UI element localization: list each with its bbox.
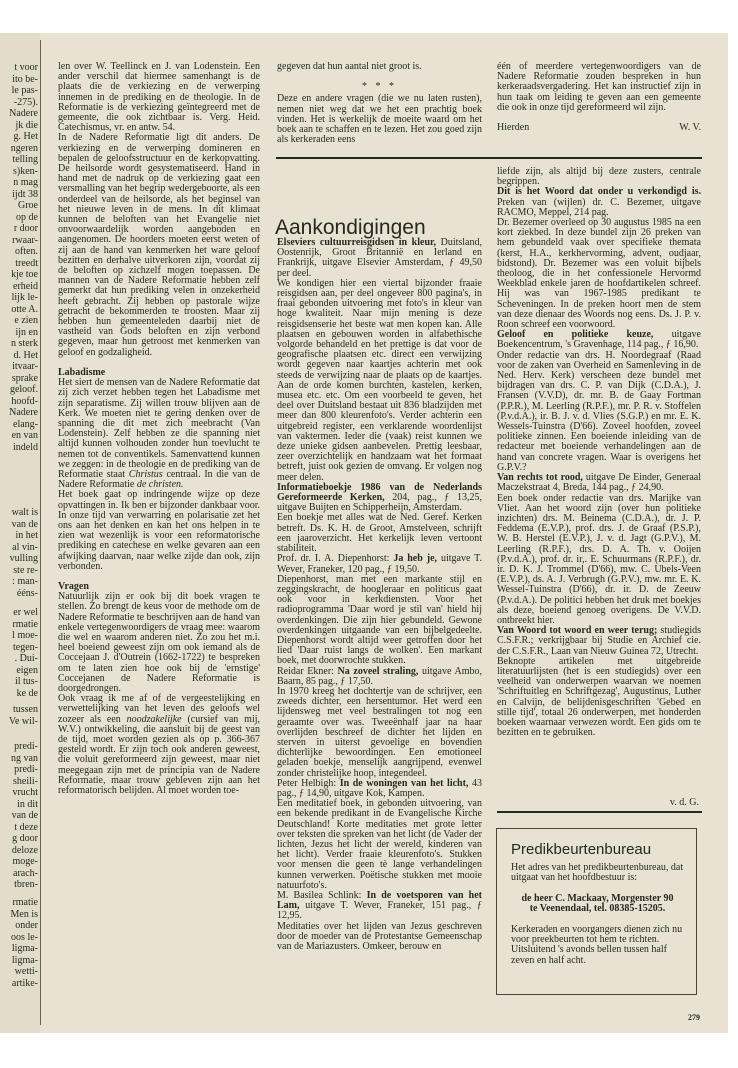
fragment-line: le pas-: [11, 85, 38, 96]
paragraph: [58, 133, 260, 357]
italic-text: de christen.: [136, 479, 184, 491]
text-run: Een meditatief boek, in gebonden uitvoering, van een bekende predikant in de Evangelische Kirche Deutschland! Korte meditaties met grote letter over teksten die spreken van het licht (de Vader der lichten, Jezus het licht der wereld, kinderen van het licht). Verder fraaie kleurenfoto's. Stukken voor mensen die geen tè lange verhandelingen kunnen verwerken. Poëtische stukken met mooie natuurfoto's.: [277, 798, 483, 891]
fragment-line: e zien: [14, 315, 38, 326]
fragment-line: al vin-: [12, 541, 38, 553]
paragraph: [277, 513, 482, 554]
paragraph: [277, 238, 482, 279]
fragment-line: tussen: [13, 704, 38, 715]
fragment-line: treedt: [15, 257, 38, 269]
text-run: Een boekje met alles wat de Ned. Geref. Kerken betreft. Ds. K. H. de Groot, Amstelveen, schrijft een jaaroverzicht. Het kerkelijk leven vertoont stabiliteit.: [277, 512, 482, 555]
fragment-line: geloof.: [9, 384, 38, 395]
box-divider: [497, 811, 702, 813]
left-page-fragments: [0, 897, 38, 989]
fragment-line: ijn en: [15, 326, 38, 338]
text-run: liefde zijn, als altijd bij deze zusters, centrale begrippen.: [497, 166, 701, 188]
paragraph: [58, 378, 260, 490]
page-number: 279: [688, 1013, 700, 1022]
fragment-line: ste re-: [13, 564, 38, 576]
paragraph: [497, 473, 701, 493]
fragment-line: g door: [12, 833, 38, 844]
article-place: Hierden: [497, 122, 530, 134]
fragment-line: erheid: [13, 280, 38, 292]
text-run: Reidar Ekner:: [277, 665, 338, 677]
book-title: Van rechts tot rood,: [497, 472, 583, 484]
paragraph: [277, 922, 482, 953]
paragraph: [277, 94, 482, 145]
text-run: Het boek gaat op indringende wijze op deze opvattingen in. Ik ben er bijzonder dankbaar voor. In onze tijd van verwarring en polarisatie zet het ons aan het denken en kan het ons helpen in te zien wat wezenlijk is voor een reformatorische prediking en catechese en welke gevaren aan een afwijking daarvan, naar welke zijde dan ook, zijn verbonden.: [58, 489, 260, 572]
fragment-line: sheili-: [13, 775, 38, 787]
fragment-line: artike-: [11, 977, 38, 989]
fragment-line: predi-: [14, 741, 38, 752]
paragraph: [497, 187, 701, 218]
text-run: centraal. In die van de Nadere Reformatie: [58, 468, 260, 491]
fragment-line: van de: [11, 810, 38, 821]
fragment-line: s)ken-: [13, 165, 38, 177]
fragment-line: onder: [15, 920, 38, 931]
fragment-line: rwaar-: [12, 234, 38, 246]
paragraph: [497, 218, 701, 330]
fragment-line: predi-: [14, 764, 38, 775]
fragment-line: ngeren: [10, 142, 38, 154]
section-divider: [276, 157, 702, 159]
section-break: * * *: [362, 81, 397, 93]
fragment-line: van de: [11, 518, 38, 530]
text-run: Een boek onder redactie van drs. Marijke van Vliet. Aan het woord zijn (over hun politieke inzichten) drs. M. Beinema (C.D.A.), dr. J. P. Feddema (E.V.P.), prof. drs. J. de Graaf (P.S.P.), W. B. Herstel (E.V.P.), J. v. d. Jagt (G.P.V.), M. Leerling (R.P.F.), drs. D. A. Th. v. Ooijen (P.v.d.A.), prof. dr. ir,. E. Schuurmans (R.P.F.), dr. ir. D. K. J. Trommel (D'66), mw. C. Ubels-Veen (E.V.P.), ds. A. J. Verbrugh (G.P.V.), mw. mr. E. K. Wessel-Tuinstra (D'66), dr. ir. D. de Zeeuw (P.v.d.A.). De politici hebben het druk met boekjes als deze, boeiend genoeg overigens. De V.V.D. ontbreekt hier.: [497, 492, 701, 626]
paragraph: [277, 891, 482, 922]
fragment-line: moge-: [12, 856, 38, 867]
fragment-line: -275).: [13, 96, 38, 108]
fragment-line: often.: [14, 246, 38, 257]
fragment-line: Men is: [10, 908, 38, 920]
fragment-line: vulling: [9, 553, 38, 564]
fragment-line: ligma-: [11, 954, 38, 966]
fragment-line: arach-: [13, 867, 38, 879]
text-run: Beknopte artikelen met uitgebreide literatuurlijsten (het is een studiegids) over een veelheid van onderwerpen waarvan we noemen 'Schriftuitleg en Schriftgezag', Augustinus, Luther en Calvijn, de belijdenisgeschriften 'Gebed en stille tijd', totaal 26 onderwerpen, met honderden boeken waarnaar verwezen wordt. Een gids om te bezitten en te gebruiken.: [497, 655, 701, 739]
text-run: Prof. dr. I. A. Diepenhorst:: [277, 553, 394, 565]
fragment-line: rmatie: [12, 897, 38, 908]
fragment-line: ligma-: [11, 943, 38, 954]
book-title: Dit is het Woord dat onder u verkondigd is.: [497, 186, 701, 198]
fragment-line: itvaar-: [12, 361, 38, 372]
fragment-line: lijk le-: [11, 292, 38, 303]
fragment-line: . Dui-: [14, 653, 38, 664]
page-gutter-line: [40, 40, 41, 1025]
fragment-line: d. Het: [13, 349, 38, 361]
fragment-line: kje toe: [11, 269, 38, 280]
notice-title: Predikbeurtenbureau: [511, 841, 652, 858]
paragraph: [497, 351, 701, 473]
paragraph: [58, 62, 260, 133]
article-column-3-top: [277, 62, 482, 145]
paragraph: [497, 330, 701, 350]
paragraph: [277, 554, 482, 574]
fragment-line: Groe: [18, 200, 38, 211]
notice-address: [511, 894, 684, 915]
book-title: Elseviers cultuurreisgidsen in kleur,: [277, 237, 437, 248]
fragment-line: op de: [16, 211, 38, 223]
paragraph: [277, 483, 482, 514]
paragraph: [58, 490, 260, 572]
paragraph: [497, 657, 701, 739]
announcements-column-3: [277, 238, 482, 952]
article-column-4-top: [497, 62, 701, 133]
announcements-column-4: [497, 167, 701, 738]
fragment-line: wetti-: [14, 966, 38, 977]
paragraph: [497, 167, 701, 187]
fragment-line: indeld: [13, 441, 38, 453]
fragment-line: ito be-: [12, 73, 38, 85]
text-run: uitgave De Einder, Generaal Maczekstraat 4, Breda, 144 pag., ƒ 24,90.: [497, 472, 701, 494]
book-title: In de woningen van het licht,: [339, 777, 469, 789]
fragment-line: Nadere: [9, 407, 38, 418]
notice-address-line: de heer C. Mackaay, Morgenster 90: [521, 892, 674, 904]
fragment-line: telling: [12, 154, 38, 165]
italic-text: noodzakelijke: [126, 713, 182, 725]
fragment-line: sprake: [11, 372, 38, 384]
notice-instructions: Kerkeraden en voorgangers dienen zich nu voor preekbeurten tot hem te richten. Uitsluitend 's avonds bellen tussen half zeven en half acht.: [511, 923, 683, 966]
paragraph: [497, 494, 701, 627]
text-run: gegeven dat hun aantal niet groot is.: [277, 61, 422, 72]
book-title: Geloof en politieke keuze,: [497, 329, 654, 341]
left-page-fragments: [0, 607, 38, 699]
fragment-line: ijdt 38: [12, 188, 38, 200]
fragment-line: in het: [15, 530, 38, 541]
paragraph: [58, 694, 260, 796]
fragment-line: il tus-: [14, 676, 38, 687]
fragment-line: tbren-: [14, 879, 38, 890]
paragraph: [277, 279, 482, 483]
text-run: 204, pag., ƒ 13,25, uitgave Buijten en Schipperheijn, Amsterdam.: [277, 492, 482, 514]
book-title: Informatieboekje 1986 van de Nederlands Gereformeerde Kerken,: [277, 481, 482, 504]
fragment-line: Ve wil-: [8, 715, 38, 727]
fragment-line: en van: [11, 430, 38, 441]
fragment-line: elang-: [13, 418, 38, 430]
predikbeurtenbureau-notice: [496, 828, 697, 995]
text-run: 43 pag., ƒ 14,90, uitgave Kok, Kampen.: [277, 777, 483, 799]
text-run: uitgave T. Wever, Franeker, 120 pag., ƒ 19,50.: [277, 553, 482, 575]
text-run: M. Basilea Schlink:: [277, 890, 367, 901]
paragraph: [277, 575, 482, 667]
text-run: We kondigen hier een viertal bijzonder fraaie reisgidsen aan, per deel ongeveer 800 pagina's, in fraai gebonden uitvoering met foto's in kleur van hoge kwaliteit. Naar mijn mening is deze reisgidsenserie het beste wat men kopen kan. Alle plaatsen en gebouwen worden in alfabethische volgorde behandeld en het prettige is dat voor de geografische plaatsen etc. direct een verwijzing wordt gegeven naar kaartjes achterin met ook steeds de verwijzing naar de plaats op de kaartjes. Aan de orde komen burchten, kastelen, kerken, musea etc. etc. Om een voorbeeld te geven, het deel over Duitsland bestaat uit 836 bladzijden met meer dan 800 kleurenfoto's. Verder achterin een uitgebreid register, een verklarende woordenlijst van vaktermen. Ieder die (vaak) reist kunnen we deze unieke gidsen aanbevelen. Prettig leesbaar, zeer overzichtelijk en handzaam wat het formaat betreft, juist ook gezien de omvang. Er volgen nog meer delen.: [277, 277, 482, 483]
text-run: Preken van (wijlen) dr. C. Bezemer, uitgave RACMO, Meppel, 214 pag.: [497, 196, 701, 218]
paragraph: [277, 667, 482, 687]
text-run: één of meerdere vertegenwoordigers van de Nadere Reformatie zouden bespreken in hun kerkeraadsvergadering. Het kan instructief zijn in hun taak om leiding te geven aan een gemeente die ook in onze tijd gereformeerd wil zijn.: [497, 61, 701, 113]
paragraph: [497, 626, 701, 657]
text-run: Ook vraag ik me af of de vergeestelijking en verwettelijking van het leven des geloofs wel zozeer als een: [58, 693, 260, 725]
text-run: Dr. Bezemer overleed op 30 augustus 1985 na een kort ziekbed. In deze bundel zijn 26 preken van hem gebundeld vaak over specifieke themata (kerst, H.A., kerkhervorming, advent, oudjaar, bidstond). Dr. Bezemer was een voluit bijbels theoloog, die in het confessionele Hervormd Weekblad enkele jaren de hoofdartikelen schreef. Hij was van 1967-1985 predikant te Scheveningen. In de preken hoort men de stem van deze dienaar des Woords nog eens. Ds. J. P. v. Roon schreef een voorwoord.: [497, 217, 701, 331]
fragment-line: t deze: [14, 821, 38, 833]
left-page-fragments: [0, 741, 38, 891]
fragment-line: vrucht: [12, 787, 38, 798]
notice-address-line: te Veenendaal, tel. 08385-15205.: [529, 903, 666, 915]
article-signature: [497, 123, 701, 133]
text-run: Peter Helbigh:: [277, 777, 340, 789]
paragraph: [58, 592, 260, 694]
fragment-line: oos le-: [11, 931, 38, 943]
fragment-line: Nadere: [9, 108, 38, 119]
fragment-line: eigen: [16, 664, 38, 676]
fragment-line: g. Het: [13, 131, 38, 142]
notice-intro: Het adres van het predikbeurtenbureau, dat uitgaat van het hoofdbestuur is:: [511, 862, 684, 884]
text-run: In de Nadere Reformatie ligt dit anders. De verkiezing en de verwerping domineren en bepalen de geloofsstructuur en de kerkopvatting. De heilsorde wordt gesystematiseerd. Hand in hand met de nadruk op de verkiezing gaat een versmalling van het begrip wedergeboorte, als een onderdeel van de heilsorde, als het beginsel van het nieuwe leven in de mens. In dit klimaat kunnen de beloften van het Evangelie niet onvoorwaardelijk worden aangeboden en aangenomen. De hoorders moeten eerst weten of zij aan de hand van kenmerken het ware geloof bezitten en derhalve uitverkoren zijn, voordat zij de beloften op zichzelf mogen toepassen. De mannen van de Nadere Reformatie hebben zelf gemerkt dat hun prediking velen in onzekerheid heeft gebracht. Zij hebben op pastorale wijze getracht de bekommerden te troosten. Maar zij hebben hun gemeenteleden daarbij niet de vastheid van Gods beloften en zijn verbond gegeven, maar hun getroost met kenmerken van geloof en godzaligheid.: [58, 132, 260, 358]
paragraph: [277, 687, 482, 779]
text-run: uitgave Ambo, Baarn, 85 pag., ƒ 17,50.: [277, 665, 482, 687]
fragment-line: n mag: [13, 177, 38, 188]
fragment-line: jk die: [15, 119, 38, 131]
text-run: Deze en andere vragen (die we nu laten rusten), nemen niet weg dat we het een prachtig boek vinden. Het is werkelijk de moeite waard om het boek aan te schaffen en te lezen. Het zou goed zijn als kerkeraden eens: [277, 93, 482, 146]
text-run: Het siert de mensen van de Nadere Reformatie dat zij zich verzet hebben tegen het Labadisme met zijn separatisme. Zij willen trouw blijven aan de Kerk. We moeten niet te gering denken over de spanning die dit met zich meebracht (Van Lodenstein). Zelf hebben ze die spanning niet altijd kunnen volhouden zonder hun toevlucht te nemen tot de conventikels. Samenvattend kunnen we zeggen: in de theologie en de prediking van de Reformatie staat: [58, 377, 260, 480]
text-run: len over W. Teellinck en J. van Lodenstein. Een ander verschil dat hiermee samenhangt is de plaats die de verkiezing en de verwerping innemen in de prediking en de theologie. In de Reformatie is de verkiezing geïntegreerd met de gemeente, die ook zichtbaar is. Verg. Heid. Catechismus, vr. en antw. 54.: [58, 61, 260, 134]
paragraph: [497, 62, 701, 113]
left-page-fragments: [0, 704, 38, 727]
text-run: Diepenhorst, man met een markante stijl en zeggingskracht, de hoogleraar en politicus gaat ook voor in kerkdiensten. Voor het radioprogramma 'Daar word je stil van' hield hij overdenkingen. Die zijn hier gebundeld. Gewone overdenkingen uitgaande van een bijbelgedeelte. Diepenhorst wordt altijd weer getroffen door het lied 'Daar ruist langs de wolken'. Een markant boek, met doorwrochte stukken.: [277, 573, 482, 667]
fragment-line: t voor: [14, 62, 38, 73]
announcements-heading: Aankondigingen: [275, 216, 426, 239]
book-title: Van Woord tot woord en weer terug;: [497, 625, 658, 637]
left-page-fragments: [0, 62, 38, 453]
book-title: Ja heb je,: [393, 553, 438, 565]
paragraph: [277, 799, 482, 891]
paragraph: [277, 62, 482, 72]
fragment-line: hoofd-: [11, 395, 38, 407]
left-page-fragments: [0, 507, 38, 599]
text-run: Meditaties over het lijden van Jezus geschreven door de moeder van de Protestantse Gemeenschap van de Mariazusters. Omkeer, berouw en: [277, 920, 482, 953]
text-run: uitgave T. Wever, Franeker, 151 pag., ƒ 12,95.: [277, 900, 482, 922]
article-author: W. V.: [679, 122, 701, 134]
fragment-line: rmatie: [12, 618, 38, 630]
announcements-signature: v. d. G.: [669, 797, 699, 808]
fragment-line: tegen-: [13, 641, 38, 653]
section-heading: Vragen: [58, 580, 89, 592]
fragment-line: in dit: [17, 798, 38, 810]
article-column-2: [58, 62, 260, 796]
text-run: Onder redactie van drs. H. Noordegraaf (Raad voor de zaken van Overheid en Samenleving in de Ned. Herv. Kerk) verscheen deze bundel met bijdragen van drs. C. P. van Dijk (C.D.A.), J. Fransen (V.V.D), dr. mr. B. de Gaay Fortman (P.P.R.), M. Leerling (R.P.F.), mr. P. R. v. Stoffelen (P.v.d.A.), ir. B. J. v. d. Vlies (S.G.P.) en mr. E. K. Wessels-Tuinstra (D'66). Zoveel hoofden, zoveel politieke zinnen. Een boeiende inleiding van de redacteur met boeiende verhandelingen aan de hand van concrete vragen. Waar is overigens het G.P.V.?: [497, 349, 701, 473]
text-run: In 1970 kreeg het dochtertje van de schrijver, een zweeds dichter, een hersentumor. Het werd een lijdensweg met veel bestralingen tot nog een geraamte over was. Tweeënhalf jaar na haar overlijden beschreef de dichter het lijden en sterven in uiterst gevoelige en bovendien dichterlijke bewoordingen. Een emotioneel geladen boekje, menselijk aangrijpend, evenwel zonder christelijke hoop, integendeel.: [277, 685, 482, 779]
text-run: Duitsland, Oostenrijk, Groot Britannië en Ierland en Frankrijk, uitgave Elsevier Amsterdam, ƒ 49,50 per deel.: [277, 237, 482, 279]
book-title: In de voetsporen van het Lam,: [277, 890, 482, 912]
book-title: Na zoveel straling,: [337, 665, 419, 677]
section-heading: Labadisme: [58, 366, 106, 378]
fragment-line: n sterk: [11, 338, 38, 349]
italic-text: Christus: [128, 468, 163, 480]
fragment-line: deloze: [11, 844, 38, 856]
fragment-line: er wel: [13, 607, 38, 618]
fragment-line: l moe-: [12, 630, 38, 641]
text-run: studiegids C.S.F.R.; verkrijgbaar bij Studie en Archief cie. der C.S.F.R., Laan van Nieuw Guinea 72, Utrecht.: [497, 625, 701, 657]
fragment-line: otte A.: [11, 303, 38, 315]
text-run: uitgave Boekencentrum, 's Gravenhage, 114 pag., ƒ 16,90.: [497, 329, 701, 351]
text-run: Natuurlijk zijn er ook bij dit boek vragen te stellen. Zo brengt de keus voor de methode om de Nadere Reformatie te beschrijven aan de hand van enkele vertegenwoordigers de vraag mee: waarom die wel en waarom anderen niet. Zo zou het m.i. heel boeiend geweest zijn om ook iemand als de Coccejaan J. d'Outrein (1662-1722) te bespreken om te laten zien hoe ook bij de 'ernstige' Coccejanen de Nadere Reformatie is doorgedrongen.: [58, 591, 260, 694]
fragment-line: : man-: [12, 576, 38, 587]
fragment-line: ke de: [16, 687, 38, 699]
fragment-line: walt is: [11, 507, 38, 518]
fragment-line: ng van: [11, 752, 38, 764]
fragment-line: ééns-: [16, 587, 38, 599]
text-run: (cursief van mij, W.V.) ontwikkeling, die aansluit bij de geest van de tijd, moet worden gezien als op p. 366-367 gesteld wordt. Er zijn toch ook anderen geweest, die voluit gereformeerd zijn geweest, maar niet meegegaan zijn met de principia van de Nadere Reformatie, maar trouw gebleven zijn aan het reformatorisch belijden. Al moet worden toe-: [58, 713, 260, 797]
fragment-line: r door: [13, 223, 38, 234]
paragraph: [277, 779, 482, 799]
